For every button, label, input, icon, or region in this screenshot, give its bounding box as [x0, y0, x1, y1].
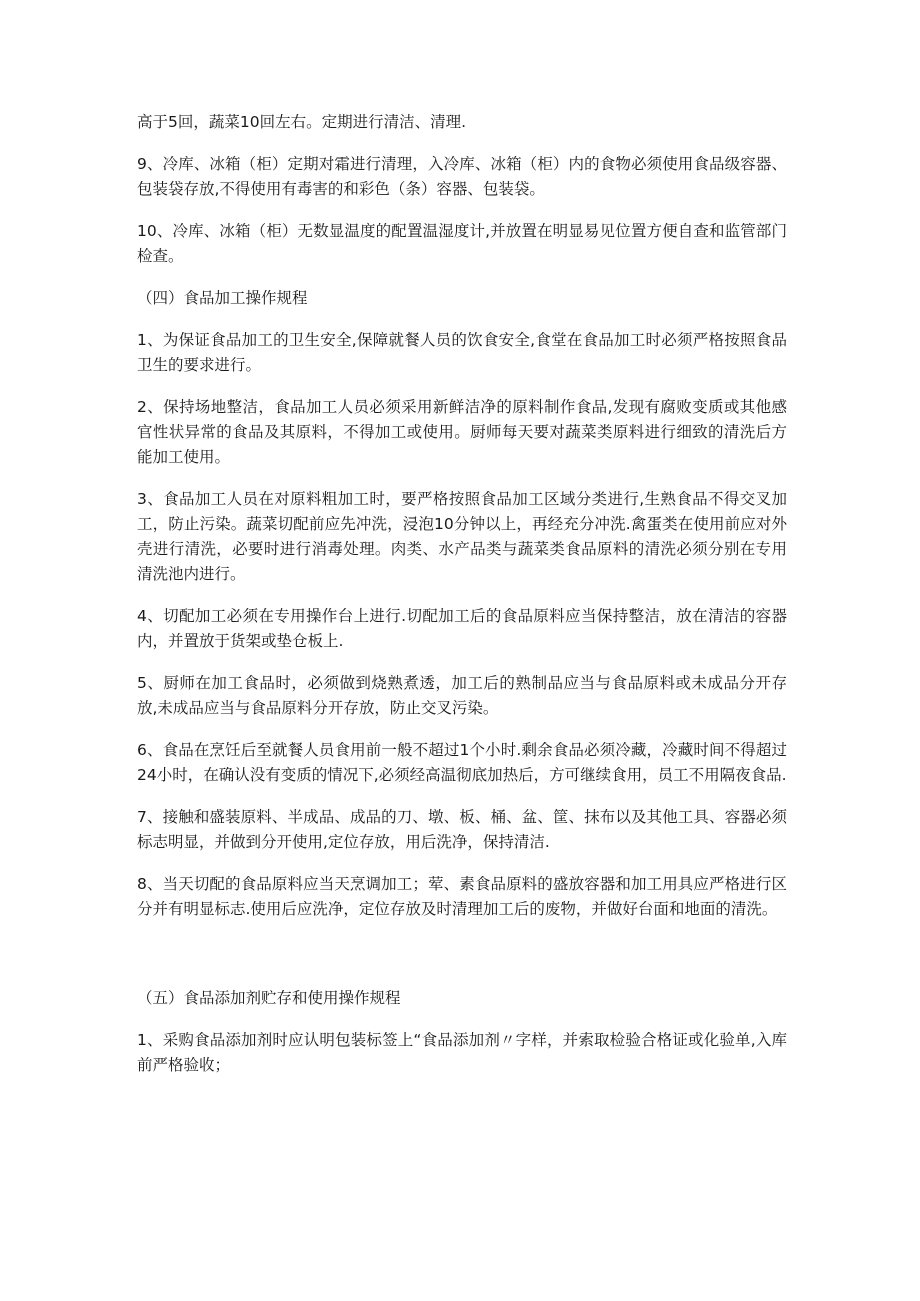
list-item: 7、接触和盛装原料、半成品、成品的刀、墩、板、桶、盆、筐、抹布以及其他工具、容器必须标志明显，并做到分开使用,定位存放，用后洗净，保持清洁.: [137, 808, 787, 851]
section-heading-5: （五）食品添加剂贮存和使用操作规程: [137, 989, 401, 1007]
paragraph: 9、冷库、冰箱（柜）定期对霜进行清理，入冷库、冰箱（柜）内的食物必须使用食品级容器、包装袋存放,不得使用有毒害的和彩色（条）容器、包装袋。: [137, 155, 787, 198]
list-item: 5、厨师在加工食品时，必须做到烧熟煮透，加工后的熟制品应当与食品原料或未成品分开存放,未成品应当与食品原料分开存放，防止交叉污染。: [137, 674, 787, 717]
list-item: 1、为保证食品加工的卫生安全,保障就餐人员的饮食安全,食堂在食品加工时必须严格按照食品卫生的要求进行。: [137, 331, 787, 374]
paragraph: 10、冷库、冰箱（柜）无数显温度的配置温湿度计,并放置在明显易见位置方便自查和监管部门检查。: [137, 222, 787, 265]
paragraph: 高于5回，蔬菜10回左右。定期进行清洁、清理.: [137, 113, 467, 131]
list-item: 3、食品加工人员在对原料粗加工时，要严格按照食品加工区域分类进行,生熟食品不得交叉加工，防止污染。蔬菜切配前应先冲洗，浸泡10分钟以上，再经充分冲洗.禽蛋类在使用前应对外壳进行清洗，必要时进行消毒处理。肉类、水产品类与蔬菜类食品原料的清洗必须分别在专用清洗池内进行。: [137, 490, 787, 583]
section-heading-4: （四）食品加工操作规程: [137, 289, 308, 307]
document-page: [137, 110, 787, 1095]
section-spacer: [137, 939, 787, 986]
list-item: 8、当天切配的食品原料应当天烹调加工；荤、素食品原料的盛放容器和加工用具应严格进行区分并有明显标志.使用后应洗净，定位存放及时清理加工后的废物，并做好台面和地面的清洗。: [137, 875, 787, 918]
list-item: 1、采购食品添加剂时应认明包装标签上“食品添加剂〃字样，并索取检验合格证或化验单,入库前严格验收；: [137, 1031, 787, 1074]
list-item: 4、切配加工必须在专用操作台上进行.切配加工后的食品原料应当保持整洁，放在清洁的容器内，并置放于货架或垫仓板上.: [137, 607, 787, 650]
list-item: 2、保持场地整洁，食品加工人员必须采用新鲜洁净的原料制作食品,发现有腐败变质或其他感官性状异常的食品及其原料，不得加工或使用。厨师每天要对蔬菜类原料进行细致的清洗后方能加工使用。: [137, 398, 787, 466]
list-item: 6、食品在烹饪后至就餐人员食用前一般不超过1个小时.剩余食品必须冷藏，冷藏时间不得超过24小时，在确认没有变质的情况下,必须经高温彻底加热后，方可继续食用，员工不用隔夜食品.: [137, 741, 787, 784]
